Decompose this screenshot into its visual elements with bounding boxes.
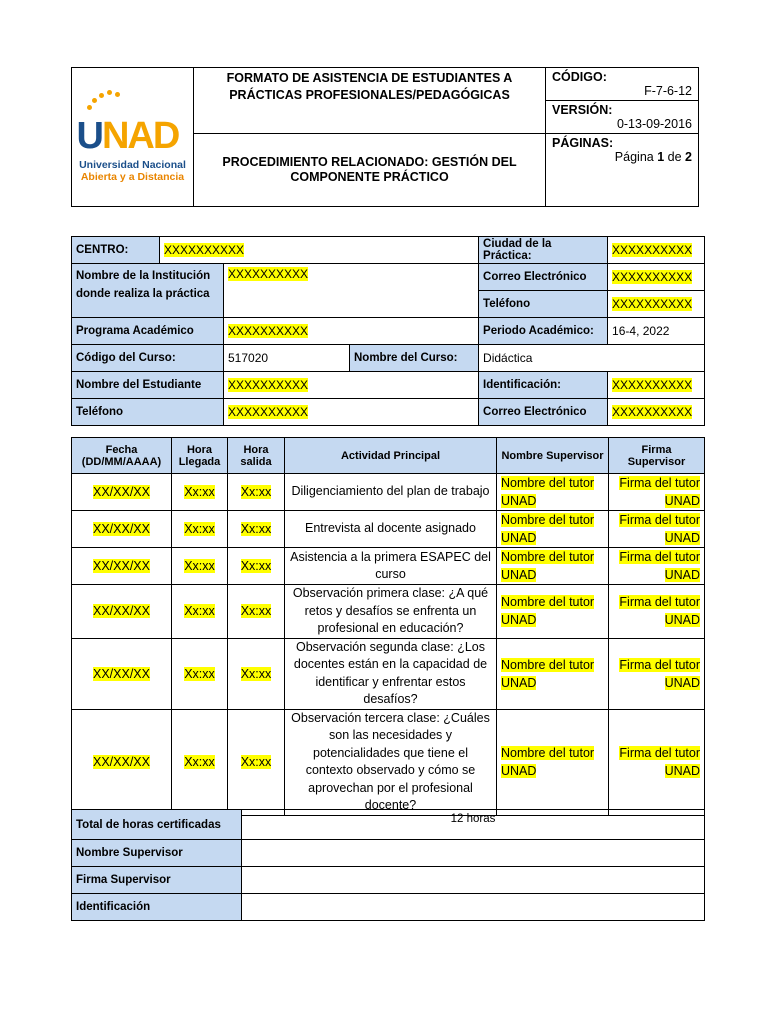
- centro-label: CENTRO:: [72, 237, 160, 264]
- ciudad-value-cell[interactable]: [608, 237, 705, 264]
- hora-llegada-text: Xx:xx: [184, 485, 215, 499]
- paginas-cell: [546, 134, 699, 207]
- hora-salida-text: Xx:xx: [240, 666, 272, 681]
- hora-llegada-cell[interactable]: [172, 638, 228, 709]
- hora-llegada-text: Xx:xx: [184, 522, 215, 536]
- actividad-text: Observación primera clase: ¿A qué retos y desafíos se enfrenta un profesional en educación?: [292, 586, 489, 635]
- fecha-cell[interactable]: [72, 511, 172, 548]
- hora-salida-text: Xx:xx: [240, 604, 272, 619]
- hora-salida-cell[interactable]: [228, 709, 285, 815]
- programa-value: XXXXXXXXXX: [228, 324, 309, 338]
- hora-llegada-cell[interactable]: [172, 709, 228, 815]
- supervisor-cell[interactable]: [497, 638, 609, 709]
- version-value: 0-13-09-2016: [616, 117, 692, 131]
- actividad-cell[interactable]: [285, 709, 497, 815]
- actividad-text: Observación tercera clase: ¿Cuáles son las necesidades y potencialidades que tiene el contexto observado y cómo se aprovechan por el profesional docente?: [291, 710, 490, 812]
- activity-row: [72, 511, 705, 548]
- activity-row: [72, 548, 705, 585]
- identificacion-value-cell[interactable]: [608, 372, 705, 399]
- telefono2-value: XXXXXXXXXX: [228, 405, 309, 419]
- telefono-value: XXXXXXXXXX: [612, 297, 693, 311]
- fecha-text: XX/XX/XX: [93, 522, 150, 536]
- supervisor-text: Nombre del tutor UNAD: [501, 657, 595, 690]
- procedure-title: PROCEDIMIENTO RELACIONADO: GESTIÓN DEL COMPONENTE PRÁCTICO: [194, 134, 546, 207]
- fecha-text: XX/XX/XX: [93, 559, 150, 573]
- correo-value-cell[interactable]: [608, 264, 705, 291]
- actividad-cell[interactable]: [285, 474, 497, 511]
- estudiante-value-cell[interactable]: [224, 372, 479, 399]
- total-horas-label: Total de horas certificadas: [72, 810, 242, 840]
- pagina-word: Página: [614, 150, 654, 164]
- correo2-value: XXXXXXXXXX: [612, 405, 693, 419]
- total-horas-value[interactable]: 12 horas: [242, 810, 705, 840]
- fecha-text: XX/XX/XX: [93, 604, 150, 619]
- nombre-supervisor-value[interactable]: [242, 840, 705, 867]
- actividad-text: Entrevista al docente asignado: [305, 521, 476, 536]
- hora-salida-text: Xx:xx: [240, 755, 272, 769]
- programa-label: Programa Académico: [72, 318, 224, 345]
- col-fecha: Fecha (DD/MM/AAAA): [72, 438, 172, 474]
- firma-text: Firma del tutor UNAD: [619, 476, 700, 508]
- fecha-cell[interactable]: [72, 709, 172, 815]
- correo2-label: Correo Electrónico: [479, 399, 608, 426]
- fecha-text: XX/XX/XX: [93, 485, 150, 499]
- supervisor-cell[interactable]: [497, 585, 609, 639]
- hora-salida-cell[interactable]: [228, 511, 285, 548]
- hora-llegada-cell[interactable]: [172, 585, 228, 639]
- firma-cell[interactable]: [609, 709, 705, 815]
- col-actividad: Actividad Principal: [285, 438, 497, 474]
- hora-llegada-cell[interactable]: [172, 511, 228, 548]
- col-firma: Firma Supervisor: [609, 438, 705, 474]
- hora-llegada-text: Xx:xx: [184, 604, 215, 619]
- institucion-value: XXXXXXXXXX: [228, 267, 309, 281]
- institucion-value-cell[interactable]: [224, 264, 479, 318]
- ciudad-label: Ciudad de la Práctica:: [479, 237, 608, 264]
- activity-row: [72, 709, 705, 815]
- student-info-table: [71, 236, 705, 426]
- form-title: FORMATO DE ASISTENCIA DE ESTUDIANTES A PRÁCTICAS PROFESIONALES/PEDAGÓGICAS: [194, 68, 546, 134]
- firma-text: Firma del tutor UNAD: [619, 746, 700, 778]
- correo-label: Correo Electrónico: [479, 264, 608, 291]
- hora-llegada-cell[interactable]: [172, 474, 228, 511]
- document-header: [71, 67, 699, 207]
- activities-table: [71, 437, 705, 816]
- firma-supervisor-label: Firma Supervisor: [72, 867, 242, 894]
- firma-text: Firma del tutor UNAD: [619, 550, 700, 582]
- institucion-label: Nombre de la Institución donde realiza la práctica: [72, 264, 224, 318]
- logo-letters-nad: NAD: [101, 114, 179, 157]
- supervisor-text: Nombre del tutor UNAD: [501, 746, 595, 778]
- fecha-text: XX/XX/XX: [93, 666, 150, 681]
- codigo-curso-label: Código del Curso:: [72, 345, 224, 372]
- supervisor-text: Nombre del tutor UNAD: [501, 476, 595, 508]
- unad-logo: [72, 68, 194, 207]
- telefono-label: Teléfono: [479, 291, 608, 318]
- supervisor-text: Nombre del tutor UNAD: [501, 550, 595, 582]
- ciudad-value: XXXXXXXXXX: [612, 243, 693, 257]
- estudiante-value: XXXXXXXXXX: [228, 378, 309, 392]
- actividad-text: Asistencia a la primera ESAPEC del curso: [290, 549, 491, 581]
- supervisor-text: Nombre del tutor UNAD: [501, 595, 595, 628]
- actividad-cell[interactable]: [285, 548, 497, 585]
- codigo-label: CÓDIGO:: [552, 70, 607, 84]
- identificacion-label: Identificación:: [479, 372, 608, 399]
- hora-llegada-cell[interactable]: [172, 548, 228, 585]
- page-indicator: [552, 150, 692, 164]
- actividad-cell[interactable]: [285, 585, 497, 639]
- firma-cell[interactable]: [609, 585, 705, 639]
- firma-text: Firma del tutor UNAD: [619, 595, 700, 628]
- codigo-cell: [546, 68, 699, 101]
- centro-value-cell[interactable]: [160, 237, 479, 264]
- hora-salida-cell[interactable]: [228, 638, 285, 709]
- hora-salida-text: Xx:xx: [240, 559, 272, 573]
- actividad-text: Observación segunda clase: ¿Los docentes están en la capacidad de identificar y enfrentar estos desafíos?: [293, 639, 488, 706]
- periodo-label: Periodo Académico:: [479, 318, 608, 345]
- fecha-cell[interactable]: [72, 638, 172, 709]
- hora-salida-cell[interactable]: [228, 548, 285, 585]
- hora-llegada-text: Xx:xx: [184, 755, 215, 769]
- fecha-cell[interactable]: [72, 474, 172, 511]
- hora-salida-cell[interactable]: [228, 585, 285, 639]
- telefono2-value-cell[interactable]: [224, 399, 479, 426]
- activities-body: [72, 474, 705, 816]
- activity-row: [72, 585, 705, 639]
- totals-table: [71, 809, 705, 921]
- col-supervisor: Nombre Supervisor: [497, 438, 609, 474]
- actividad-cell[interactable]: [285, 511, 497, 548]
- supervisor-text: Nombre del tutor UNAD: [501, 513, 595, 545]
- col-salida: Hora salida: [228, 438, 285, 474]
- pagina-current: 1: [657, 150, 665, 164]
- identificacion-final-label: Identificación: [72, 894, 242, 921]
- version-label: VERSIÓN:: [552, 103, 613, 117]
- firma-cell[interactable]: [609, 548, 705, 585]
- hora-salida-cell[interactable]: [228, 474, 285, 511]
- telefono-value-cell[interactable]: [608, 291, 705, 318]
- actividad-text: Diligenciamiento del plan de trabajo: [291, 484, 490, 499]
- actividad-cell[interactable]: [285, 638, 497, 709]
- fecha-cell[interactable]: [72, 548, 172, 585]
- supervisor-cell[interactable]: [497, 709, 609, 815]
- correo2-value-cell[interactable]: [608, 399, 705, 426]
- identificacion-final-value[interactable]: [242, 894, 705, 921]
- hora-llegada-text: Xx:xx: [184, 559, 215, 573]
- activity-row: [72, 474, 705, 511]
- logo-line-1: Universidad Nacional: [79, 158, 186, 171]
- periodo-value[interactable]: 16-4, 2022: [608, 318, 705, 345]
- estudiante-label: Nombre del Estudiante: [72, 372, 224, 399]
- firma-cell[interactable]: [609, 511, 705, 548]
- firma-cell[interactable]: [609, 474, 705, 511]
- supervisor-cell[interactable]: [497, 548, 609, 585]
- supervisor-cell[interactable]: [497, 474, 609, 511]
- telefono2-label: Teléfono: [72, 399, 224, 426]
- firma-text: Firma del tutor UNAD: [619, 513, 700, 545]
- hora-salida-text: Xx:xx: [240, 522, 272, 536]
- supervisor-cell[interactable]: [497, 511, 609, 548]
- activity-row: [72, 638, 705, 709]
- paginas-label: PÁGINAS:: [552, 136, 614, 150]
- correo-value: XXXXXXXXXX: [612, 270, 693, 284]
- identificacion-value: XXXXXXXXXX: [612, 378, 693, 392]
- version-cell: [546, 101, 699, 134]
- pagina-de: de: [667, 150, 682, 164]
- codigo-curso-value[interactable]: 517020: [224, 345, 350, 372]
- hora-llegada-text: Xx:xx: [184, 666, 215, 681]
- hora-salida-text: Xx:xx: [240, 485, 272, 499]
- centro-value: XXXXXXXXXX: [164, 243, 245, 257]
- firma-text: Firma del tutor UNAD: [619, 657, 700, 690]
- fecha-cell[interactable]: [72, 585, 172, 639]
- fecha-text: XX/XX/XX: [93, 755, 150, 769]
- logo-letter-u: U: [76, 114, 102, 157]
- pagina-total: 2: [685, 150, 692, 164]
- nombre-curso-value[interactable]: Didáctica: [479, 345, 705, 372]
- nombre-supervisor-label: Nombre Supervisor: [72, 840, 242, 867]
- col-llegada: Hora Llegada: [172, 438, 228, 474]
- firma-supervisor-value[interactable]: [242, 867, 705, 894]
- programa-value-cell[interactable]: [224, 318, 479, 345]
- codigo-value: F-7-6-12: [644, 84, 692, 98]
- logo-line-2: Abierta y a Distancia: [80, 170, 185, 183]
- nombre-curso-label: Nombre del Curso:: [350, 345, 479, 372]
- firma-cell[interactable]: [609, 638, 705, 709]
